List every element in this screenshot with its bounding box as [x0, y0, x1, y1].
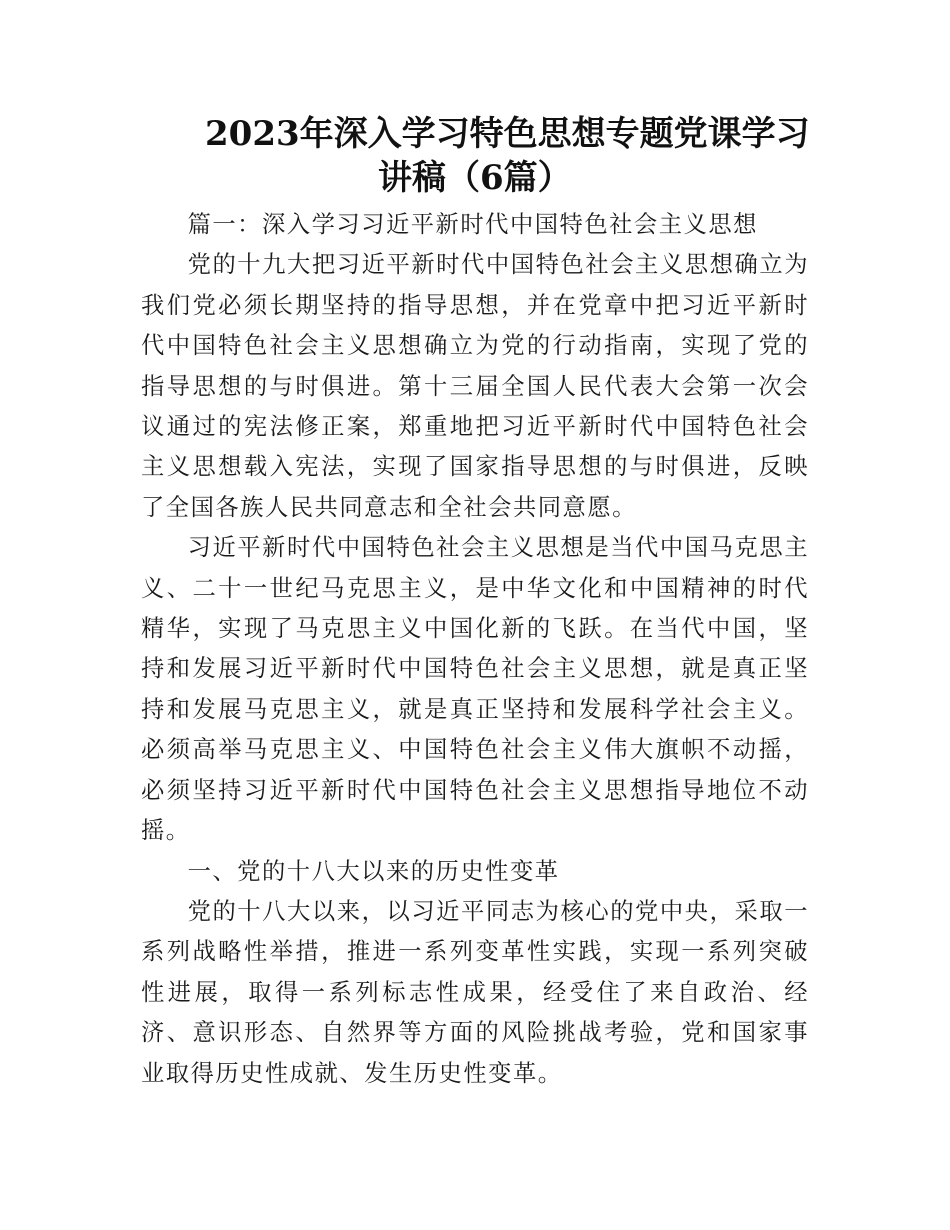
- title-line-2: 讲稿（6篇）: [378, 158, 572, 198]
- section-heading-chapter-one: 篇一：深入学习习近平新时代中国特色社会主义思想: [187, 211, 758, 238]
- body-paragraph: 习近平新时代中国特色社会主义思想是当代中国马克思主义、二十一世纪马克思主义，是中华文化和中国精神的时代精华，实现了马克思主义中国化新的飞跃。在当代中国，坚持和发展习近平新时代中国特色社会主义思想，就是真正坚持和发展马克思主义，就是真正坚持和发展科学社会主义。必须高举马克思主义、中国特色社会主义伟大旗帜不动摇，必须坚持习近平新时代中国特色社会主义思想指导地位不动摇。: [141, 534, 809, 845]
- document-title: [0, 112, 950, 200]
- body-paragraph: 党的十九大把习近平新时代中国特色社会主义思想确立为我们党必须长期坚持的指导思想，并在党章中把习近平新时代中国特色社会主义思想确立为党的行动指南，实现了党的指导思想的与时俱进。第十三届全国人民代表大会第一次会议通过的宪法修正案，郑重地把习近平新时代中国特色社会主义思想载入宪法，实现了国家指导思想的与时俱进，反映了全国各族人民共同意志和全社会共同意愿。: [141, 251, 809, 521]
- document-body: [141, 205, 809, 1094]
- title-line-1: 2023年深入学习特色思想专题党课学习: [205, 114, 810, 154]
- body-paragraph: 党的十八大以来，以习近平同志为核心的党中央，采取一系列战略性举措，推进一系列变革性实践，实现一系列突破性进展，取得一系列标志性成果，经受住了来自政治、经济、意识形态、自然界等方面的风险挑战考验，党和国家事业取得历史性成就、发生历史性变革。: [141, 897, 809, 1087]
- section-heading-historic-changes: 一、党的十八大以来的历史性变革: [187, 857, 560, 885]
